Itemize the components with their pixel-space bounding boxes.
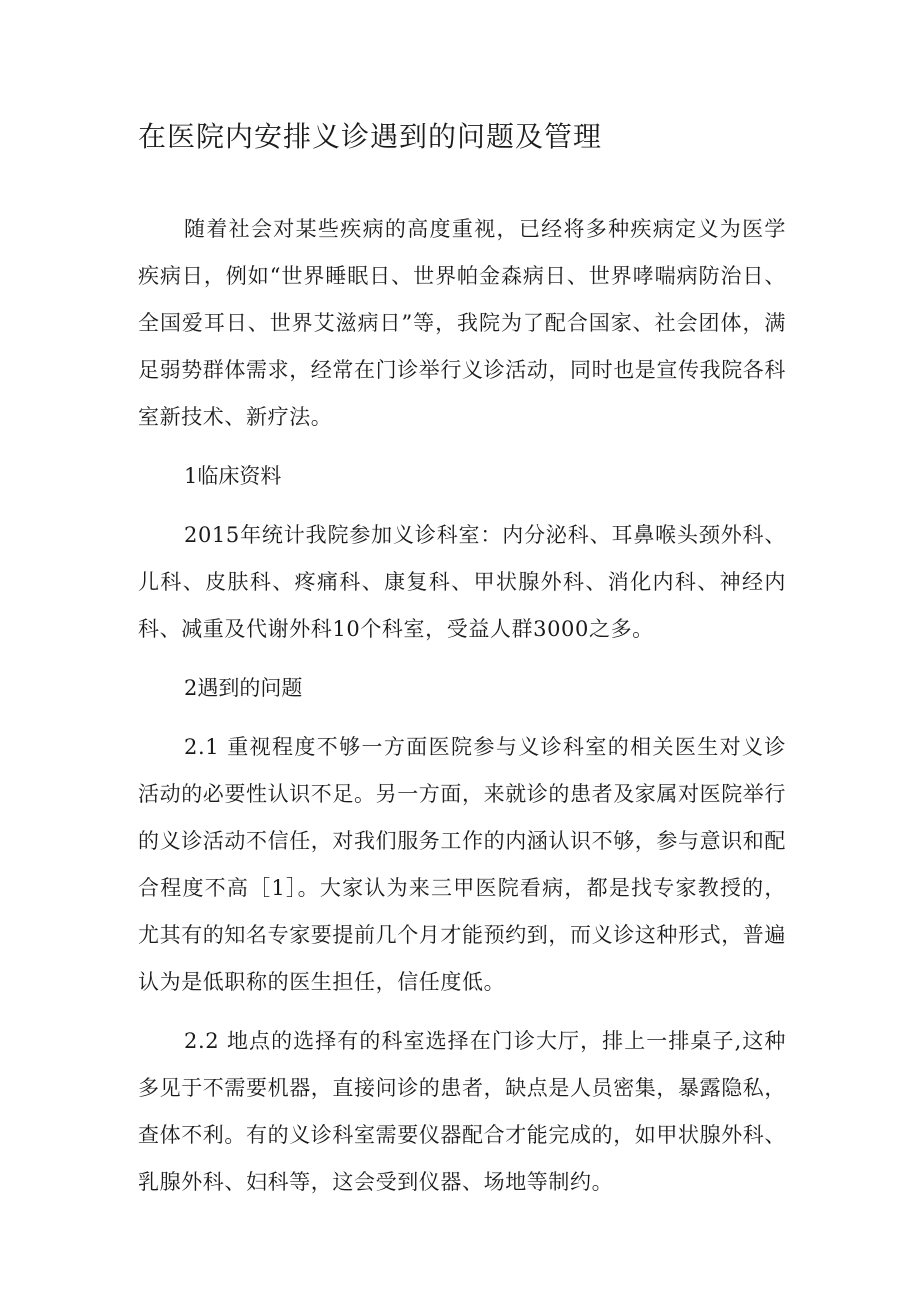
document-body: [138, 206, 786, 1218]
paragraph-2-2-location: 2.2 地点的选择有的科室选择在门诊大厅，排上一排桌子,这种多见于不需要机器，直接问诊的患者，缺点是人员密集，暴露隐私，查体不利。有的义诊科室需要仪器配合才能完成的，如甲状腺外科、乳腺外科、妇科等，这会受到仪器、场地等制约。: [138, 1029, 786, 1194]
section-heading-clinical-data: 1临床资料: [184, 464, 282, 488]
document-title: 在医院内安排义诊遇到的问题及管理: [138, 120, 603, 153]
section-heading-problems: 2遇到的问题: [184, 676, 303, 700]
paragraph-2-1-attention: 2.1 重视程度不够一方面医院参与义诊科室的相关医生对义诊活动的必要性认识不足。另一方面，来就诊的患者及家属对医院举行的义诊活动不信任，对我们服务工作的内涵认识不够，参与意识和配合程度不高［1］。大家认为来三甲医院看病，都是找专家教授的，尤其有的知名专家要提前几个月才能预约到，而义诊这种形式，普遍认为是低职称的医生担任，信任度低。: [138, 735, 786, 994]
paragraph-intro: 随着社会对某些疾病的高度重视，已经将多种疾病定义为医学疾病日，例如“世界睡眠日、世界帕金森病日、世界哮喘病防治日、全国爱耳日、世界艾滋病日”等，我院为了配合国家、社会团体，满足弱势群体需求，经常在门诊举行义诊活动，同时也是宣传我院各科室新技术、新疗法。: [138, 217, 786, 429]
paragraph-clinical-data: 2015年统计我院参加义诊科室：内分泌科、耳鼻喉头颈外科、儿科、皮肤科、疼痛科、康复科、甲状腺外科、消化内科、神经内科、减重及代谢外科10个科室，受益人群3000之多。: [138, 523, 786, 641]
